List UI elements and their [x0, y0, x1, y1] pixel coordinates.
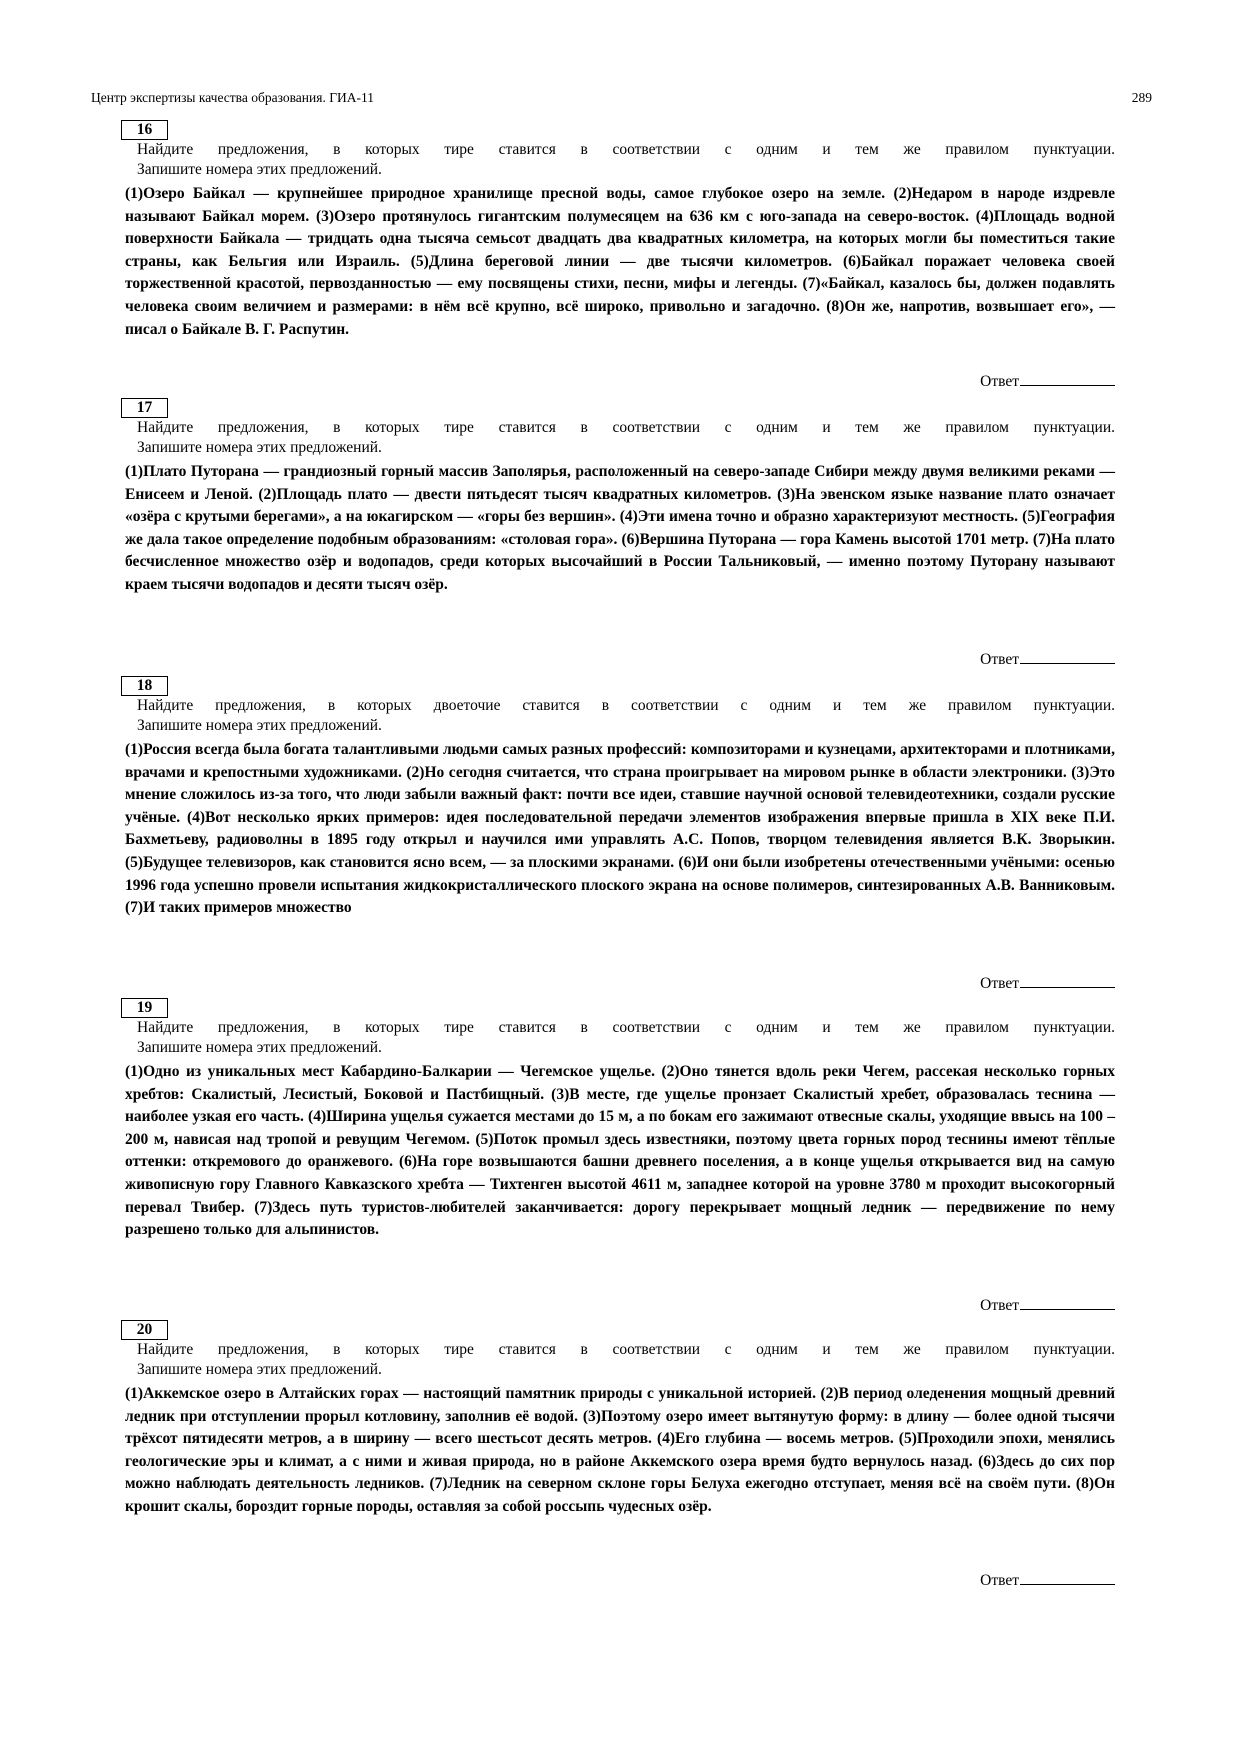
instruction-line: Найдите предложения, в которых тире ставится в соответствии с одним и тем же правилом пунктуации.: [137, 419, 1115, 436]
answer-field[interactable]: [980, 649, 1115, 670]
instruction-line: Запишите номера этих предложений.: [137, 439, 382, 456]
task-number: 20: [121, 1320, 168, 1340]
instruction-line: Найдите предложения, в которых тире ставится в соответствии с одним и тем же правилом пунктуации.: [137, 1019, 1115, 1036]
answer-line[interactable]: [1020, 973, 1115, 988]
answer-label: Ответ: [980, 373, 1019, 390]
instruction-line: Найдите предложения, в которых двоеточие ставится в соответствии с одним и тем же правилом пунктуации.: [137, 697, 1115, 714]
task-number: 18: [121, 676, 168, 696]
answer-label: Ответ: [980, 651, 1019, 668]
instruction-line: Запишите номера этих предложений.: [137, 1361, 382, 1378]
page-number: 289: [1131, 90, 1152, 105]
task-text: (1)Плато Путорана — грандиозный горный массив Заполярья, расположенный на северо-западе Сибири между двумя великими реками — Енисеем и Леной. (2)Площадь плато — двести пятьдесят тысяч квадратных километров. (3)На эвенском языке название плато означает «озёра с крутыми берегами», а на юкагирском — «горы без вершин». (4)Эти имена точно и образно характеризуют местность. (5)География же дала такое определение подобным образованиям: «столовая гора». (6)Вершина Путорана — гора Камень высотой 1701 метр. (7)На плато бесчисленное множество озёр и водопадов, среди которых высочайший в России Тальниковый, — именно поэтому Путорану называют краем тысячи водопадов и десяти тысяч озёр.: [125, 463, 1115, 593]
answer-line[interactable]: [1020, 371, 1115, 386]
task-number: 19: [121, 998, 168, 1018]
task-number: 16: [121, 120, 168, 140]
task-text: (1)Россия всегда была богата талантливыми людьми самых разных профессий: композиторами и кузнецами, архитекторами и плотниками, врачами и крепостными художниками. (2)Но сегодня считается, что страна проигрывает на мировом рынке в области электроники. (3)Это мнение сложилось из-за того, что люди забыли важный факт: почти все идеи, ставшие научной основой телевидеотехники, создали русские учёные. (4)Вот несколько ярких примеров: идея последовательной передачи элементов изображения впервые пришла в XIX веке П.И. Бахметьеву, радиоволны в 1895 году открыл и научился ими управлять А.С. Попов, творцом телевидения является В.К. Зворыкин. (5)Будущее телевизоров, как становится ясно всем, — за плоскими экранами. (6)И они были изобретены отечественными учёными: осенью 1996 года успешно провели испытания жидкокристаллического плоского экрана на основе полимеров, синтезированных А.В. Ванниковым. (7)И таких примеров множество: [125, 741, 1115, 917]
task-instruction: [125, 1340, 1115, 1380]
answer-field[interactable]: [980, 371, 1115, 392]
answer-label: Ответ: [980, 1572, 1019, 1589]
answer-field[interactable]: [980, 973, 1115, 994]
answer-label: Ответ: [980, 1297, 1019, 1314]
header-title: Центр экспертизы качества образования. ГИА-11: [91, 90, 374, 105]
instruction-line: Запишите номера этих предложений.: [137, 1039, 382, 1056]
answer-line[interactable]: [1020, 1295, 1115, 1310]
answer-field[interactable]: [980, 1570, 1115, 1591]
answer-field[interactable]: [980, 1295, 1115, 1316]
answer-label: Ответ: [980, 975, 1019, 992]
answer-line[interactable]: [1020, 649, 1115, 664]
task-text: (1)Озеро Байкал — крупнейшее природное хранилище пресной воды, самое глубокое озеро на земле. (2)Недаром в народе издревле называют Байкал морем. (3)Озеро протянулось гигантским полумесяцем на 636 км с юго-запада на северо-восток. (4)Площадь водной поверхности Байкала — тридцать одна тысяча семьсот двадцать два квадратных километра, на которых могли бы поместиться такие страны, как Бельгия или Израиль. (5)Длина береговой линии — две тысячи километров. (6)Байкал поражает человека своей торжественной красотой, первозданностью — ему посвящены стихи, песни, мифы и легенды. (7)«Байкал, казалось бы, должен подавлять человека своим величием и размерами: в нём всё крупно, всё широко, привольно и загадочно. (8)Он же, напротив, возвышает его», — писал о Байкале В. Г. Распутин.: [125, 185, 1115, 338]
task-instruction: [125, 418, 1115, 458]
task-number: 17: [121, 398, 168, 418]
instruction-line: Запишите номера этих предложений.: [137, 717, 382, 734]
task-instruction: [125, 696, 1115, 736]
instruction-line: Запишите номера этих предложений.: [137, 161, 382, 178]
answer-line[interactable]: [1020, 1570, 1115, 1585]
instruction-line: Найдите предложения, в которых тире ставится в соответствии с одним и тем же правилом пунктуации.: [137, 1341, 1115, 1358]
task-text: (1)Аккемское озеро в Алтайских горах — настоящий памятник природы с уникальной историей. (2)В период оледенения мощный древний ледник при отступлении прорыл котловину, заполнив её водой. (3)Поэтому озеро имеет вытянутую форму: в длину — более одной тысячи трёхсот пятидесяти метров, а в ширину — всего шестьсот десять метров. (4)Его глубина — восемь метров. (5)Проходили эпохи, менялись геологические эры и климат, а с ними и живая природа, но в районе Аккемского озера время будто вернулось назад. (6)Здесь до сих пор можно наблюдать деятельность ледников. (7)Ледник на северном склоне горы Белуха ежегодно отступает, меняя всё на своём пути. (8)Он крошит скалы, бороздит горные породы, оставляя за собой россыпь чудесных озёр.: [125, 1385, 1115, 1515]
instruction-line: Найдите предложения, в которых тире ставится в соответствии с одним и тем же правилом пунктуации.: [137, 141, 1115, 158]
page-header: [91, 90, 1152, 110]
task-instruction: [125, 1018, 1115, 1058]
task-text: (1)Одно из уникальных мест Кабардино-Балкарии — Чегемское ущелье. (2)Оно тянется вдоль реки Чегем, рассекая несколько горных хребтов: Скалистый, Лесистый, Боковой и Пастбищный. (3)В месте, где ущелье пронзает Скалистый хребет, образовалась теснина — наиболее узкая его часть. (4)Ширина ущелья сужается местами до 15 м, а по бокам его зажимают отвесные скалы, уходящие ввысь на 100 – 200 м, нависая над тропой и ревущим Чегемом. (5)Поток промыл здесь известняки, поэтому цвета горных пород теснины имеют тёплые оттенки: откремового до оранжевого. (6)На горе возвышаются башни древнего поселения, а в конце ущелья открывается вид на самую живописную гору Главного Кавказского хребта — Тихтенген высотой 4611 м, западнее которой на уровне 3780 м проходит высокогорный перевал Твибер. (7)Здесь путь туристов-любителей заканчивается: дорогу перекрывает мощный ледник — передвижение по нему разрешено только для альпинистов.: [125, 1063, 1115, 1239]
task-instruction: [125, 140, 1115, 180]
